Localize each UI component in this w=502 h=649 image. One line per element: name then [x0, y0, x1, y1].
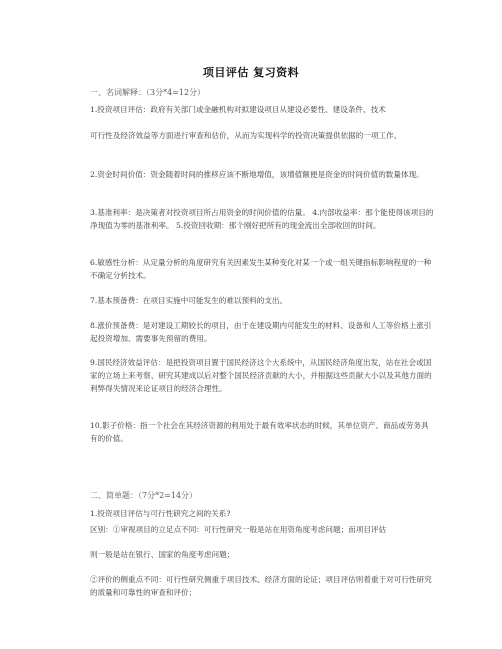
paragraph-term-9: 9.国民经济效益评估：是把投资项目置于国民经济这个大系统中，从国民经济角度出发，站在社会或国家的立场上来考察、研究其建成以后对整个国民经济贡献的大小，并根据这些贡献大小以及其他方面的利弊得失情况来论证项目的经济合理性。	[90, 358, 432, 393]
answer-1-part-2: ②评价的侧重点不同：可行性研究侧重于项目技术、经济方面的论证；项目评估则着重于对可行性研究的质量和可靠性的审查和评价；	[90, 575, 432, 597]
paragraph-term-8: 8.涨价预备费：是对建设工期较长的项目，由于在建设期内可能发生的材料、设备和人工等价格上涨引起投资增加、需要事先预留的费用。	[90, 321, 432, 343]
paragraph-term-7: 7.基本预备费：在项目实施中可能发生的难以预料的支出。	[90, 296, 288, 305]
paragraph-term-10: 10.影子价格：指一个社会在其经济资源的利用处于最有效率状态的时候，其单位资产、商品或劳务具有的价值。	[90, 421, 429, 443]
paragraph-term-1-cont: 可行性及经济效益等方面进行审查和估价，从而为实现科学的投资决策提供依据的一项工作。	[90, 131, 402, 140]
question-1: 1.投资项目评估与可行性研究之间的关系?	[90, 509, 231, 518]
paragraph-term-2: 2.资金时间价值：资金随着时间的推移应该不断地增值，该增值额便是资金的时间价值的数量体现。	[90, 170, 424, 179]
answer-1-part-1-cont: 则一般是站在银行、国家的角度考虑问题；	[90, 550, 235, 559]
section-heading-terms: 一、名词解释：（3分*4=12分）	[90, 88, 206, 97]
paragraph-term-1: 1.投资项目评估：政府有关部门或金融机构对拟建设项目从建设必要性、建设条件、技术	[90, 105, 386, 114]
paragraph-term-6: 6.敏感性分析：从定量分析的角度研究有关因素发生某种变化对某一个或一组关键指标影响程度的一种不确定分析技术。	[90, 258, 432, 280]
page-title: 项目评估 复习资料	[202, 66, 300, 79]
answer-1-part-1: 区别：①审视项目的立足点不同：可行性研究一般是站在用资角度考虑问题；而项目评估	[90, 525, 387, 534]
section-heading-short-answer: 二、简单题：（7分*2=14分）	[90, 491, 198, 500]
paragraph-term-3-5: 3.基准利率：是决策者对投资项目所占用资金的时间价值的估量。 4.内部收益率：那个能使得该项目的净现值为零的基准利率。 5.投资回收期：那个刚好把所有的现金流出全部收回的时间。	[90, 208, 434, 230]
